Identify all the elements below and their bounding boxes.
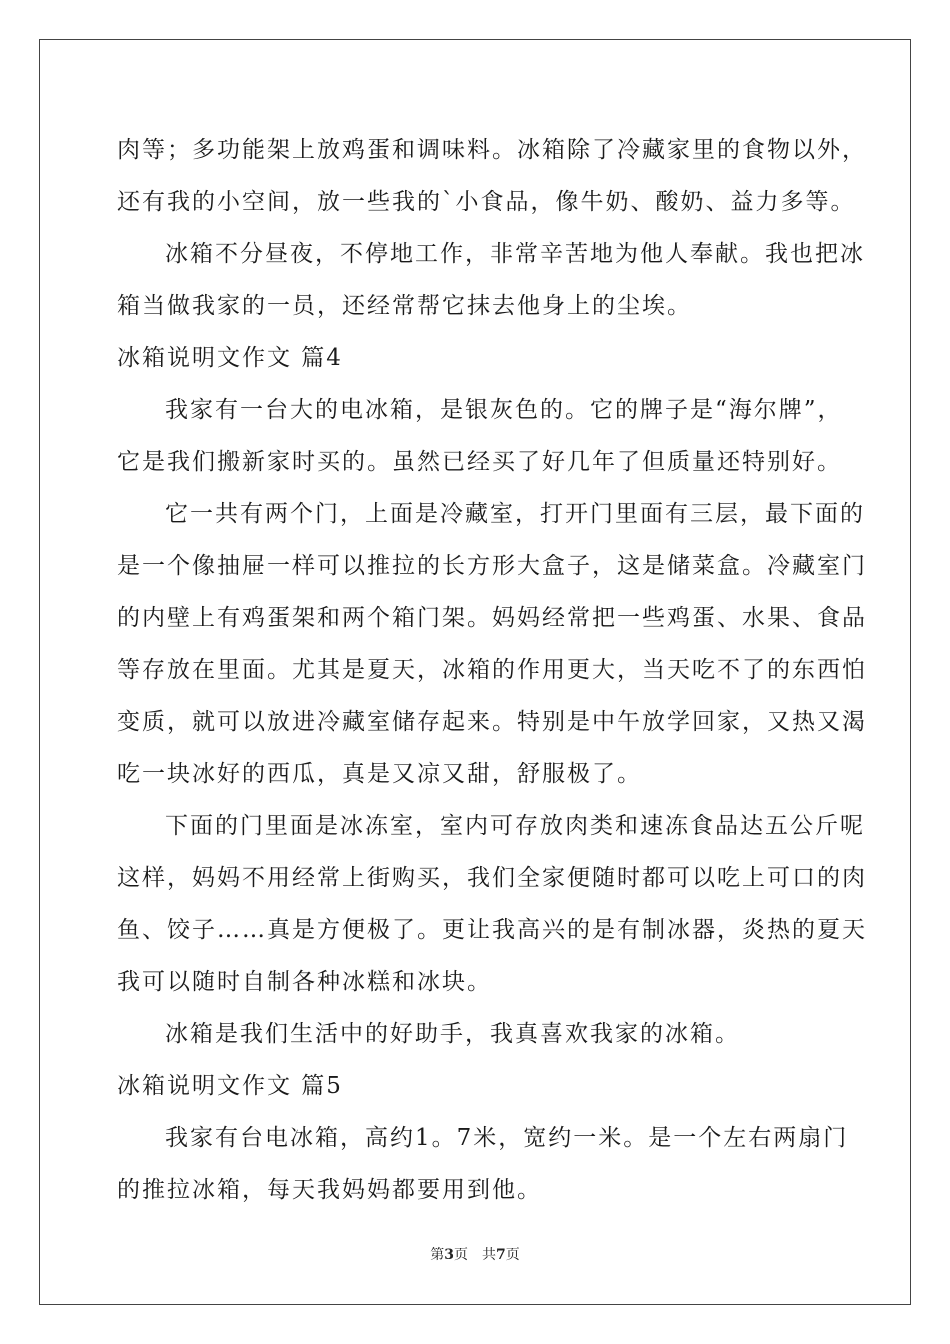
paragraph-start: 我家有一台大的电冰箱，是银灰色的。它的牌子是“海尔牌”， (165, 397, 843, 423)
paragraph-start: 它一共有两个门，上面是冷藏室，打开门里面有三层，最下面的 (165, 501, 865, 527)
page-prefix: 第 (430, 1247, 445, 1263)
body-line: 我可以随时自制各种冰糕和冰块。 (117, 969, 492, 995)
total-prefix: 共 (482, 1247, 496, 1263)
paragraph-start: 我家有台电冰箱，高约1。7米，宽约一米。是一个左右两扇门 (165, 1125, 849, 1151)
body-line: 等存放在里面。尤其是夏天，冰箱的作用更大，当天吃不了的东西怕 (117, 657, 867, 683)
body-line: 是一个像抽屉一样可以推拉的长方形大盒子，这是储菜盒。冷藏室门 (117, 553, 867, 579)
section-heading: 冰箱说明文作文 篇4 (117, 345, 343, 371)
paragraph-start: 下面的门里面是冰冻室，室内可存放肉类和速冻食品达五公斤呢 (165, 813, 865, 839)
current-page-number: 3 (444, 1247, 454, 1263)
body-line: 还有我的小空间，放一些我的`小食品，像牛奶、酸奶、益力多等。 (117, 189, 856, 215)
body-line: 它是我们搬新家时买的。虽然已经买了好几年了但质量还特别好。 (117, 449, 842, 475)
total-unit: 页 (505, 1247, 520, 1263)
paragraph-start: 冰箱不分昼夜，不停地工作，非常辛苦地为他人奉献。我也把冰 (165, 241, 865, 267)
page-footer (0, 1244, 950, 1264)
body-line: 的内壁上有鸡蛋架和两个箱门架。妈妈经常把一些鸡蛋、水果、食品 (117, 605, 867, 631)
body-line: 鱼、饺子……真是方便极了。更让我高兴的是有制冰器，炎热的夏天 (117, 917, 867, 943)
page-unit: 页 (454, 1247, 468, 1263)
body-line: 的推拉冰箱，每天我妈妈都要用到他。 (117, 1177, 542, 1203)
body-line: 箱当做我家的一员，还经常帮它抹去他身上的尘埃。 (117, 293, 692, 319)
body-line: 这样，妈妈不用经常上街购买，我们全家便随时都可以吃上可口的肉 (117, 865, 867, 891)
document-body (117, 124, 867, 1216)
body-line: 吃一块冰好的西瓜，真是又凉又甜，舒服极了。 (117, 761, 642, 787)
total-page-count: 7 (496, 1247, 506, 1263)
section-heading: 冰箱说明文作文 篇5 (117, 1073, 343, 1099)
paragraph-start: 冰箱是我们生活中的好助手，我真喜欢我家的冰箱。 (165, 1021, 740, 1047)
body-line: 变质，就可以放进冷藏室储存起来。特别是中午放学回家，又热又渴 (117, 709, 867, 735)
body-line: 肉等；多功能架上放鸡蛋和调味料。冰箱除了冷藏家里的食物以外， (117, 137, 867, 163)
